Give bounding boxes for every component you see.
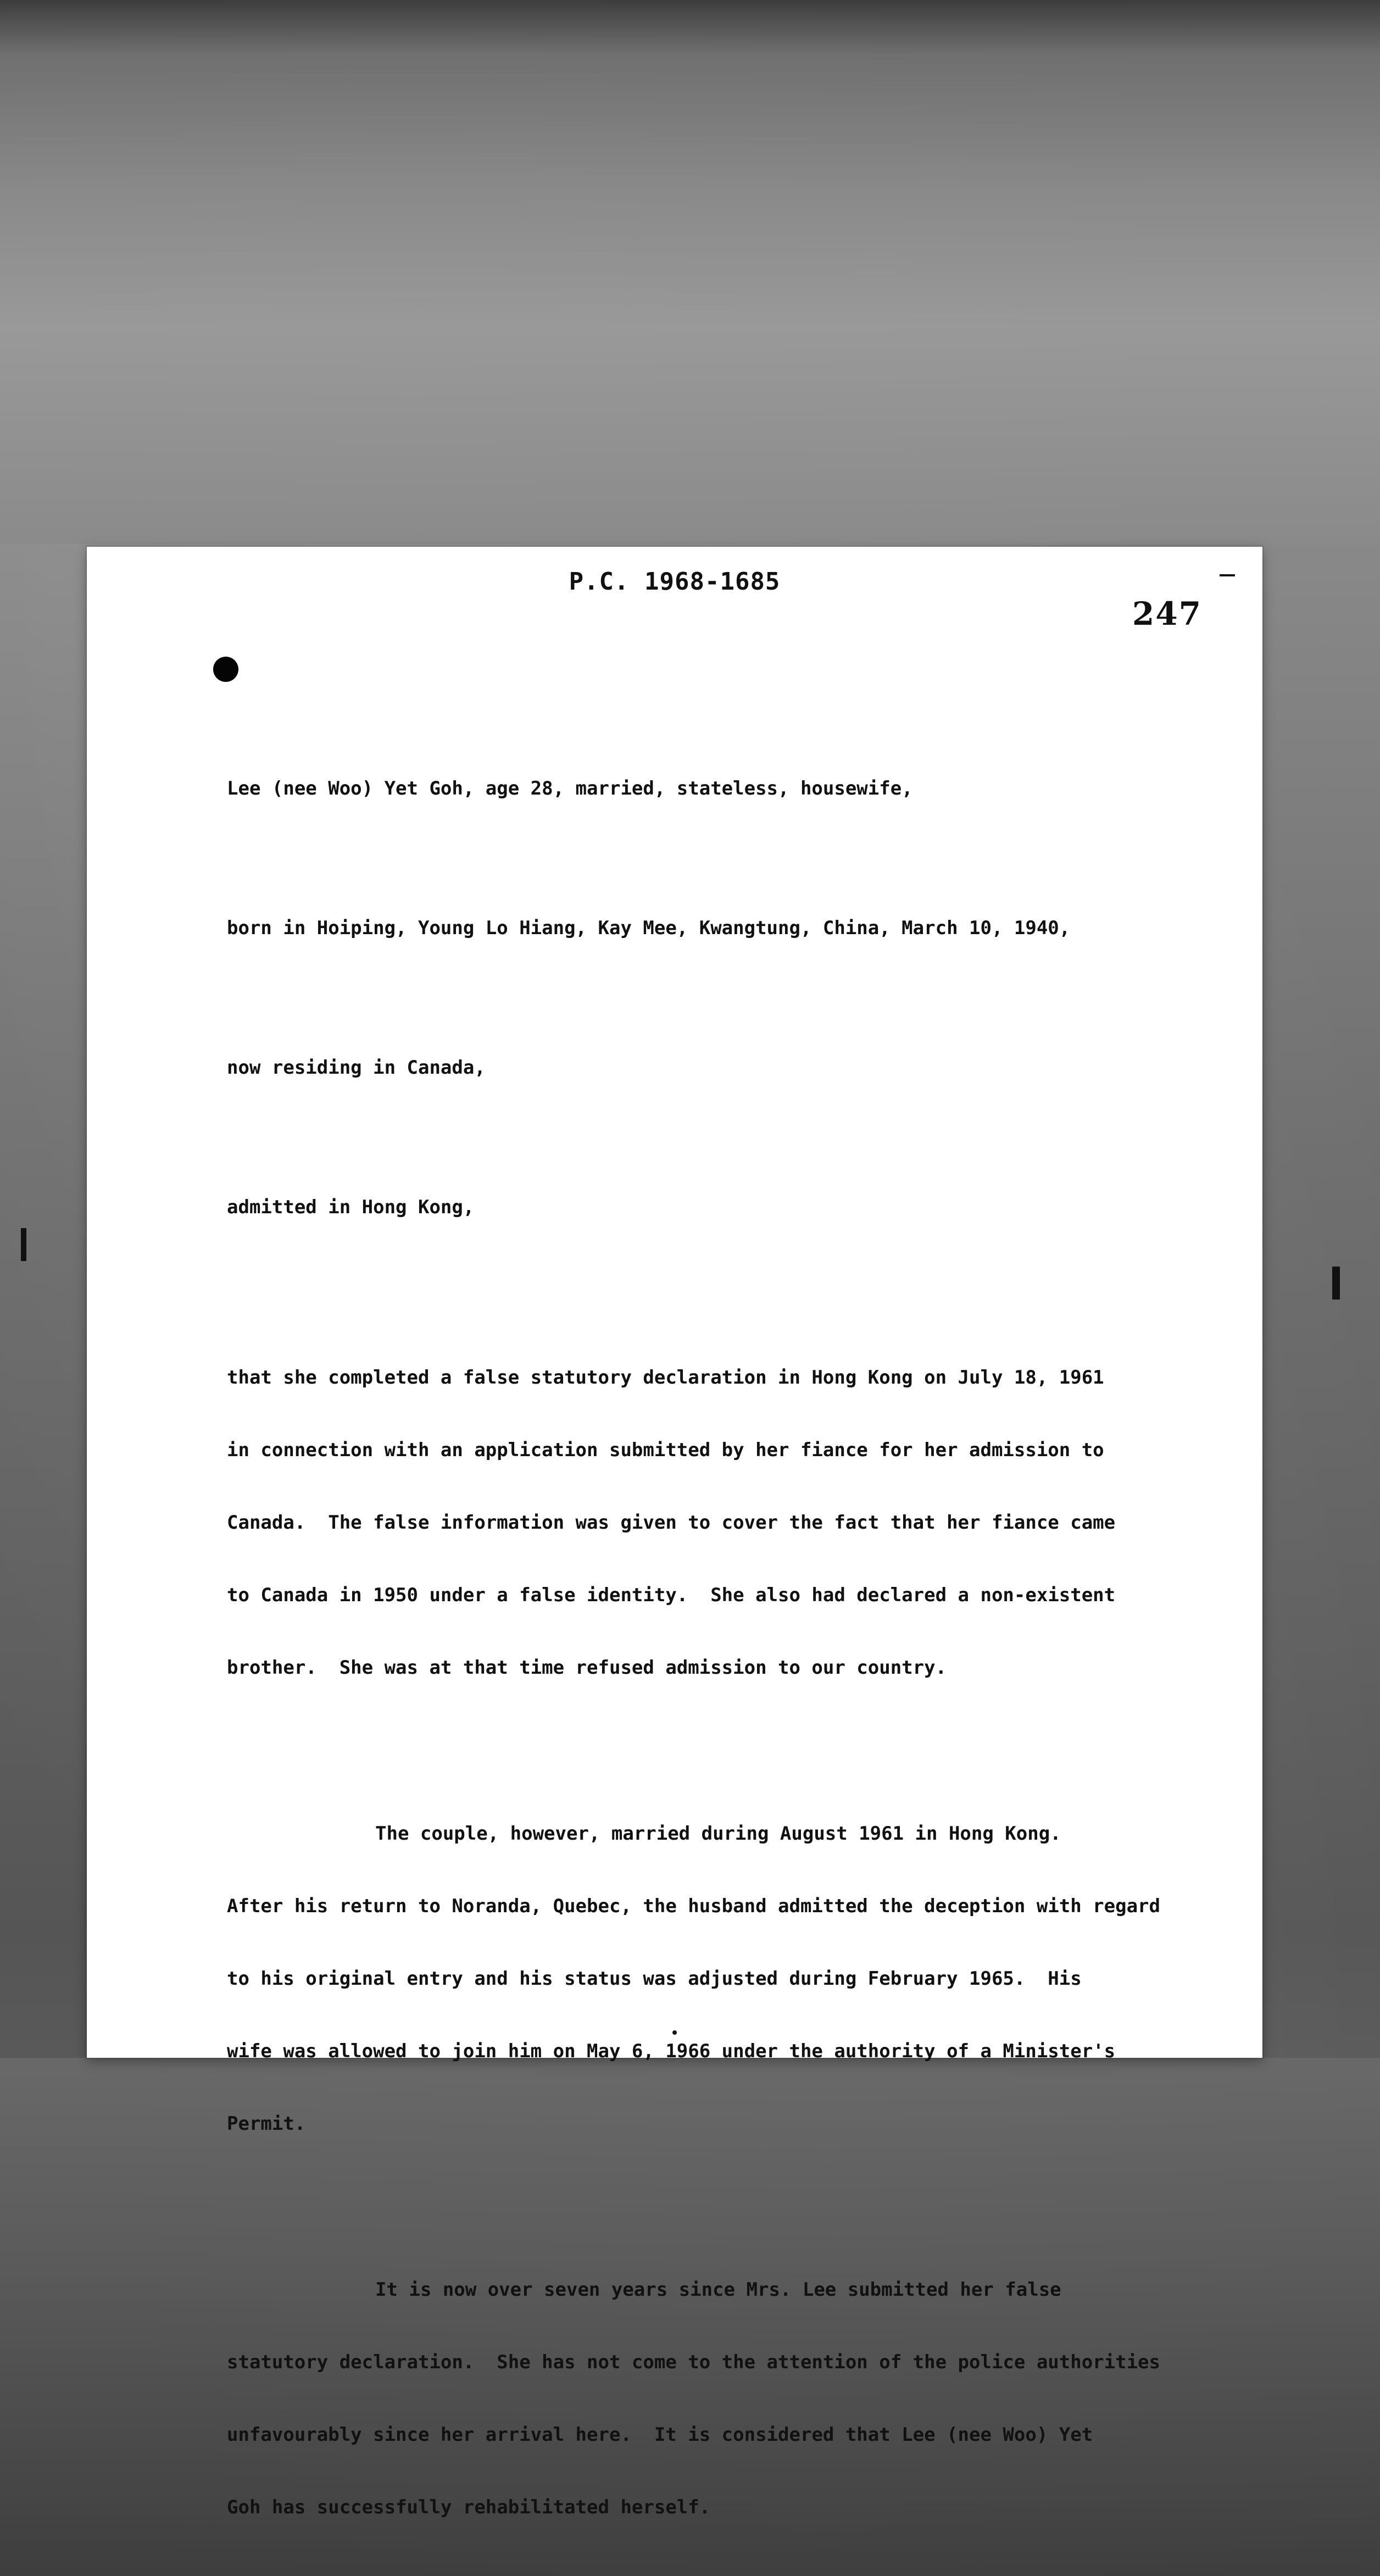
right-scan-mark [1332,1267,1340,1300]
punch-hole [213,657,238,682]
paragraph-3-line-5: Permit. [227,2113,306,2135]
page-number: 247 [1132,595,1202,632]
paragraph-4-line-3: unfavourably since her arrival here. It is considered that Lee (nee Woo) Yet [227,2424,1093,2446]
scan-top-margin [0,0,1380,544]
left-scan-mark [21,1228,26,1261]
document-body [227,728,1216,2568]
paragraph-4-line-1: It is now over seven years since Mrs. Lee submitted her false [375,2279,1061,2301]
paragraph-4-line-4: Goh has successfully rehabilitated herself. [227,2496,711,2518]
paragraph-2-line-5: brother. She was at that time refused admission to our country. [227,1657,947,1679]
document-page [87,547,1262,2518]
bottom-dot-mark [672,2030,677,2035]
subject-line-3: now residing in Canada, [227,1057,486,1079]
paragraph-4-line-2: statutory declaration. She has not come to the attention of the police authorities [227,2351,1160,2373]
paragraph-2-line-1: that she completed a false statutory declaration in Hong Kong on July 18, 1961 [227,1367,1104,1389]
paragraph-3-line-1: The couple, however, married during August 1961 in Hong Kong. [375,1823,1061,1845]
paragraph-3-line-2: After his return to Noranda, Quebec, the husband admitted the deception with regard [227,1895,1160,1917]
document-reference: P.C. 1968-1685 [569,568,781,596]
subject-line-1: Lee (nee Woo) Yet Goh, age 28, married, stateless, housewife, [227,778,913,800]
paragraph-3-line-4: wife was allowed to join him on May 6, 1966 under the authority of a Minister's [227,2040,1116,2062]
subject-line-4: admitted in Hong Kong, [227,1196,475,1218]
paragraph-2-line-3: Canada. The false information was given to cover the fact that her fiance came [227,1512,1116,1534]
paragraph-2-line-4: to Canada in 1950 under a false identity. She also had declared a non-existent [227,1584,1116,1606]
subject-line-2: born in Hoiping, Young Lo Hiang, Kay Mee, Kwangtung, China, March 10, 1940, [227,917,1071,939]
paragraph-3-line-3: to his original entry and his status was adjusted during February 1965. His [227,1968,1082,1990]
paragraph-2-line-2: in connection with an application submitted by her fiance for her admission to [227,1439,1104,1461]
